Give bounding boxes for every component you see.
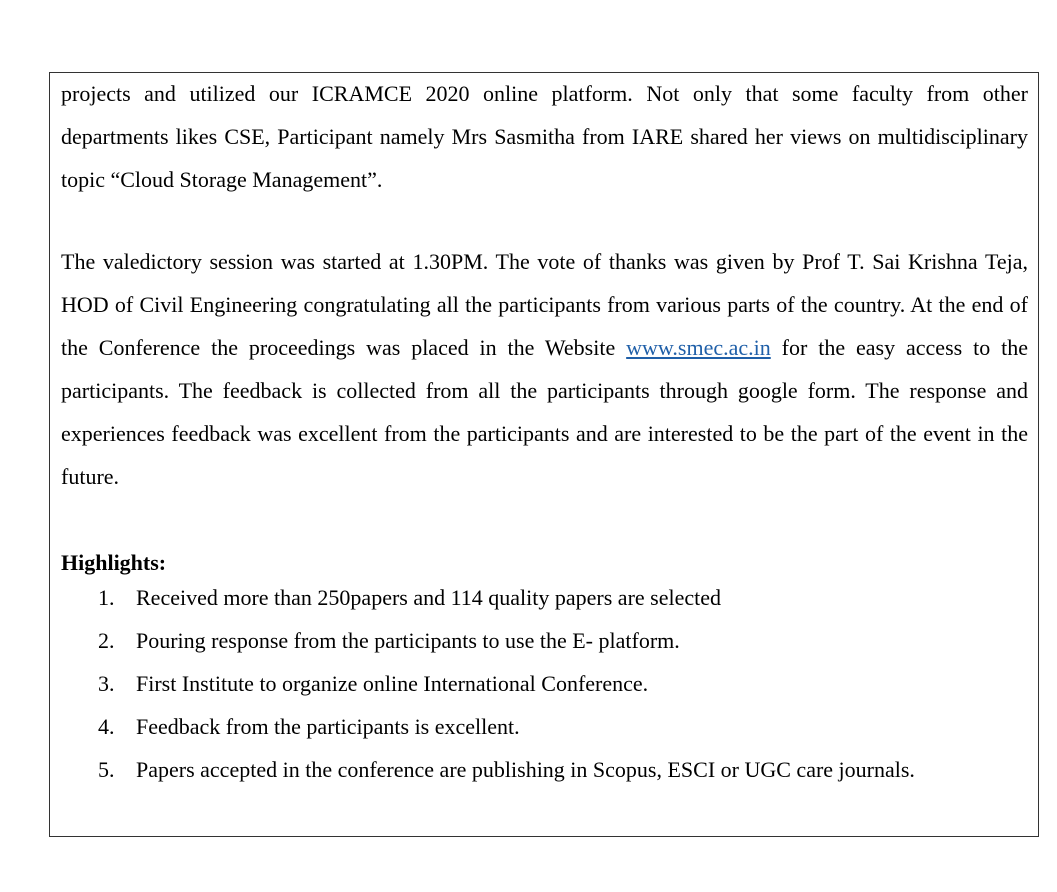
paragraph-valedictory-text-start: The valedictory session was started at 1.30PM. The vote of thanks was given by Prof T. Sai Krishna Teja, HOD of Civil Engineering congratulating all the participants from various parts of the country. At the end of the Conference the proceedings was placed in the Website [61,249,1028,360]
list-item-number: 1. [98,585,115,610]
list-item [61,662,1028,705]
paragraph-valedictory [61,240,1028,498]
list-item-number: 3. [98,671,115,696]
paragraph-valedictory-text-end: for the easy access to the participants. The feedback is collected from all the participants through google form. The response and experiences feedback was excellent from the participants and are interested to be the part of the event in the future. [61,335,1028,489]
list-item [61,748,1028,791]
list-item-text: Pouring response from the participants to use the E- platform. [136,628,680,653]
list-item-number: 2. [98,628,115,653]
paragraph-projects-text: projects and utilized our ICRAMCE 2020 online platform. Not only that some faculty from other departments likes CSE, Participant namely Mrs Sasmitha from IARE shared her views on multidisciplinary topic “Cloud Storage Management”. [61,81,1028,192]
paragraph-projects [61,72,1028,201]
list-item [61,705,1028,748]
list-item-text: Feedback from the participants is excellent. [136,714,520,739]
list-item-text: Papers accepted in the conference are publishing in Scopus, ESCI or UGC care journals. [136,757,915,782]
highlights-heading: Highlights: [61,550,167,575]
list-item-number: 4. [98,714,115,739]
list-item [61,619,1028,662]
list-item-text: First Institute to organize online International Conference. [136,671,649,696]
list-item-text: Received more than 250papers and 114 quality papers are selected [136,585,722,610]
list-item [61,576,1028,619]
highlights-list [61,576,1028,791]
list-item-number: 5. [98,757,115,782]
website-link[interactable]: www.smec.ac.in [626,335,771,360]
